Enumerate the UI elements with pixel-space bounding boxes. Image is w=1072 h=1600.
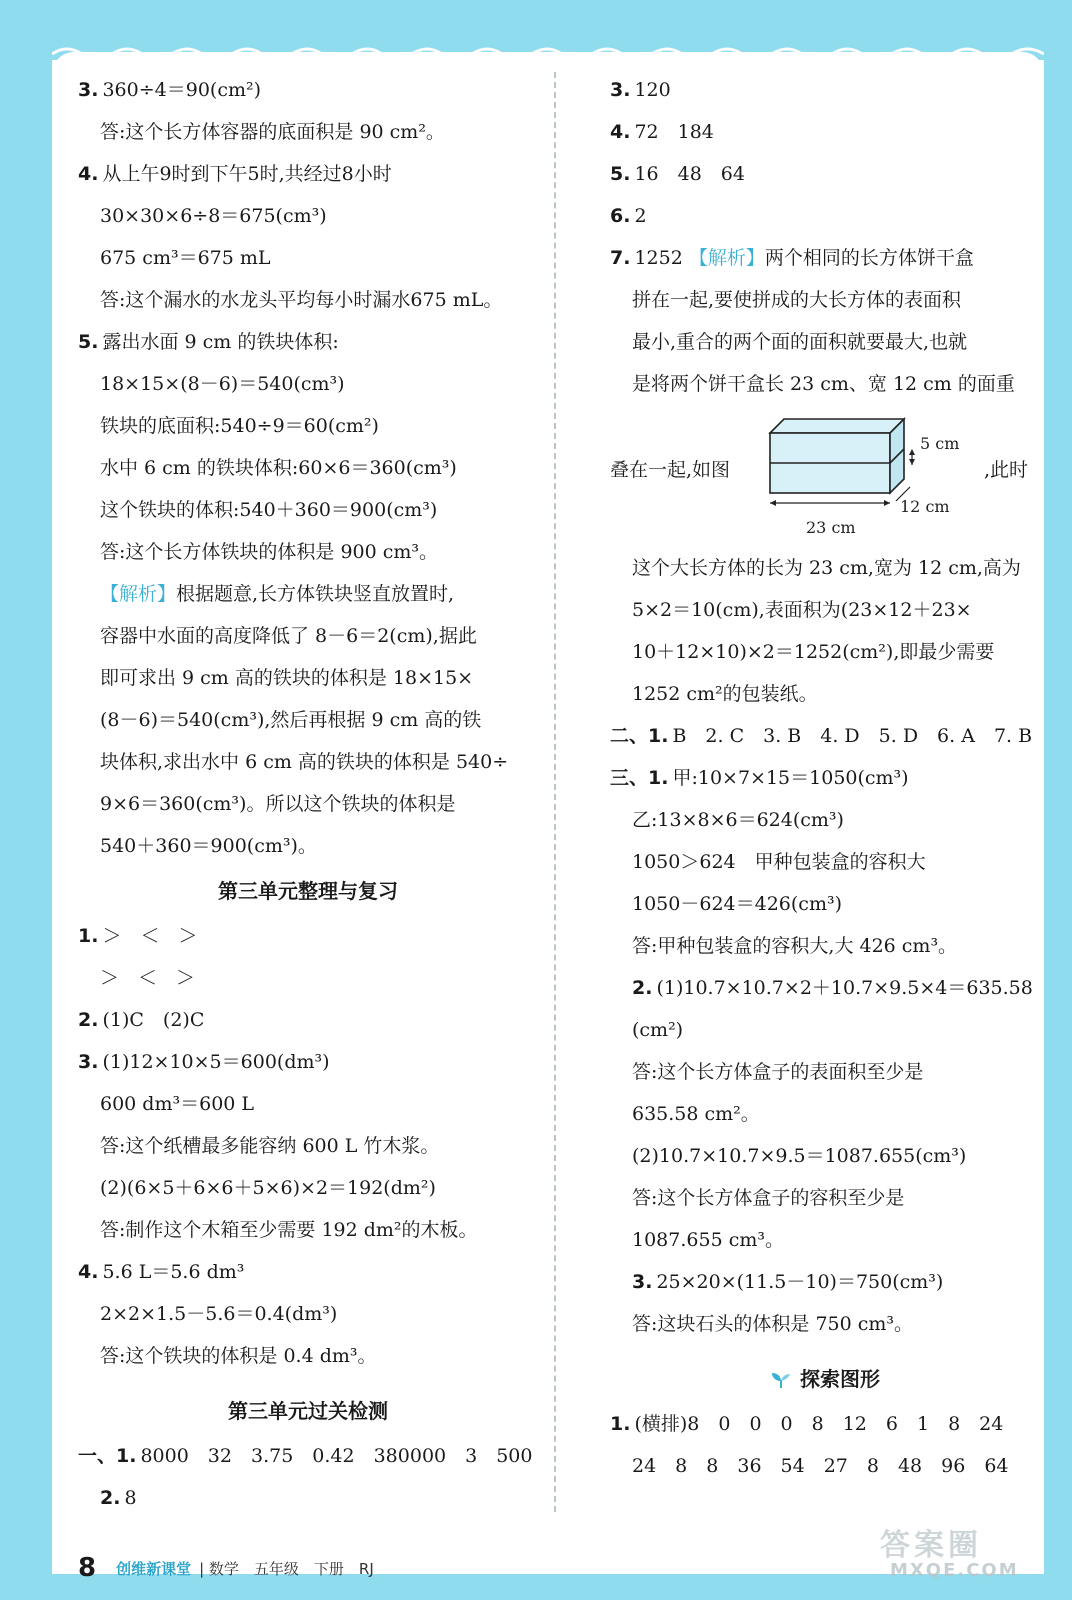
- height-label: 5 cm: [920, 434, 960, 453]
- answer-line: [78, 405, 538, 447]
- question-number: 二、1.: [610, 725, 669, 747]
- question-number: 2.: [100, 1487, 121, 1509]
- answer-line: [78, 783, 538, 825]
- answer-line: [610, 925, 1040, 967]
- question-number: 6.: [610, 205, 631, 227]
- answer-line: [78, 615, 538, 657]
- test-answers: [78, 1435, 538, 1519]
- explore-answers: [610, 1403, 1040, 1487]
- question-number: 一、1.: [78, 1445, 137, 1467]
- answer-text: 答:制作这个木箱至少需要 192 dm²的木板。: [100, 1219, 478, 1241]
- answer-line: [78, 915, 538, 957]
- answer-line: [78, 573, 538, 615]
- answer-line: [78, 1083, 538, 1125]
- answer-text: 答:这个长方体盒子的容积至少是: [632, 1187, 905, 1209]
- answer-text: 1050＞624 甲种包装盒的容积大: [632, 851, 926, 873]
- frame-left: [0, 0, 52, 1600]
- watermark: [880, 1520, 1050, 1594]
- answer-text: 水中 6 cm 的铁块体积:60×6＝360(cm³): [100, 457, 457, 479]
- answer-line: [610, 237, 1040, 279]
- answer-line: [610, 1261, 1040, 1303]
- answer-text: 两个相同的长方体饼干盒: [764, 247, 974, 269]
- answer-line: [610, 589, 1040, 631]
- answer-text: B 2. C 3. B 4. D 5. D 6. A 7. B: [672, 725, 1033, 747]
- answer-text: 根据题意,长方体铁块竖直放置时,: [176, 583, 455, 605]
- question-number: 3.: [632, 1271, 653, 1293]
- answer-text: 1050－624＝426(cm³): [632, 893, 842, 915]
- answer-text: 答:甲种包装盒的容积大,大 426 cm³。: [632, 935, 958, 957]
- answer-text: (2)10.7×10.7×9.5＝1087.655(cm³): [632, 1145, 967, 1167]
- section-title-explore: 探索图形: [610, 1355, 1040, 1403]
- answer-text: 10＋12×10)×2＝1252(cm²),即最少需要: [632, 641, 995, 663]
- answer-line: [610, 547, 1040, 589]
- answer-line: [610, 799, 1040, 841]
- answer-line: [610, 1219, 1040, 1261]
- answer-line: [610, 279, 1040, 321]
- answer-text: (2)(6×5＋6×6＋5×6)×2＝192(dm²): [100, 1177, 436, 1199]
- answer-text: (1)10.7×10.7×2＋10.7×9.5×4＝635.58: [656, 977, 1033, 999]
- answer-text: 拼在一起,要使拼成的大长方体的表面积: [632, 289, 962, 311]
- answer-text: 1252 cm²的包装纸。: [632, 683, 818, 705]
- answer-line: [78, 999, 538, 1041]
- answer-text: 答:这个长方体容器的底面积是 90 cm²。: [100, 121, 445, 143]
- answer-text: 甲:10×7×15＝1050(cm³): [672, 767, 909, 789]
- question-number: 7.: [610, 247, 631, 269]
- answer-text: 9×6＝360(cm³)。所以这个铁块的体积是: [100, 793, 456, 815]
- answer-text: 24 8 8 36 54 27 8 48 96 64: [632, 1455, 1009, 1477]
- stacked-boxes-diagram: [760, 405, 990, 547]
- answer-line: [610, 967, 1040, 1009]
- answer-line: [610, 841, 1040, 883]
- answer-line: [78, 111, 538, 153]
- right-answers-top: [610, 69, 1040, 405]
- answer-text: 答:这个长方体盒子的表面积至少是: [632, 1061, 924, 1083]
- analysis-tag: 【解析】: [100, 583, 177, 605]
- answer-text: 最小,重合的两个面的面积就要最大,也就: [632, 331, 968, 353]
- answer-line: [610, 1445, 1040, 1487]
- answer-text: 30×30×6÷8＝675(cm³): [100, 205, 327, 227]
- answer-text: (1)12×10×5＝600(dm³): [102, 1051, 330, 1073]
- answer-text: 25×20×(11.5－10)＝750(cm³): [656, 1271, 944, 1293]
- question-number: 5.: [78, 331, 99, 353]
- series-info: | 数学 五年级 下册 RJ: [199, 1559, 374, 1578]
- question-number: 4.: [610, 121, 631, 143]
- answer-line: [78, 69, 538, 111]
- answer-line: [610, 1403, 1040, 1445]
- answer-text: (横排)8 0 0 0 8 12 6 1 8 24: [634, 1413, 1004, 1435]
- answer-line: [78, 699, 538, 741]
- answer-text: (cm²): [632, 1019, 684, 1041]
- column-divider: [554, 72, 556, 1512]
- answer-line: [610, 153, 1040, 195]
- answer-line: [610, 195, 1040, 237]
- question-number: 1.: [78, 925, 99, 947]
- answer-line: [610, 363, 1040, 405]
- answer-line: [78, 279, 538, 321]
- answer-text: 答:这个铁块的体积是 0.4 dm³。: [100, 1345, 377, 1367]
- question-number: 1.: [610, 1413, 631, 1435]
- answer-text: 答:这个漏水的水龙头平均每小时漏水675 mL。: [100, 289, 503, 311]
- answer-line: [610, 1051, 1040, 1093]
- answer-line: [610, 1135, 1040, 1177]
- answer-text: 答:这个长方体铁块的体积是 900 cm³。: [100, 541, 439, 563]
- answer-text: ＞ ＜ ＞: [100, 967, 196, 989]
- question-number: 三、1.: [610, 767, 669, 789]
- answer-text: ＞ ＜ ＞: [102, 925, 198, 947]
- answer-line: [78, 489, 538, 531]
- answer-text: 露出水面 9 cm 的铁块体积:: [102, 331, 339, 353]
- answer-text: 答:这块石头的体积是 750 cm³。: [632, 1313, 914, 1335]
- answer-line: [78, 741, 538, 783]
- answer-line: [78, 1167, 538, 1209]
- figure-row: [610, 405, 1040, 547]
- question-number: 2.: [632, 977, 653, 999]
- answer-line: [78, 153, 538, 195]
- answer-text: 即可求出 9 cm 高的铁块的体积是 18×15×: [100, 667, 474, 689]
- width-label: 12 cm: [900, 497, 950, 516]
- brand-name: 创维新课堂: [116, 1559, 192, 1578]
- answer-line: [78, 1251, 538, 1293]
- analysis-tag: 【解析】: [688, 247, 765, 269]
- answer-text: 540＋360＝900(cm³)。: [100, 835, 317, 857]
- answer-text: 是将两个饼干盒长 23 cm、宽 12 cm 的面重: [632, 373, 1015, 395]
- answer-text: 8000 32 3.75 0.42 380000 3 500: [140, 1445, 533, 1467]
- answer-line: [78, 657, 538, 699]
- answer-line: [78, 321, 538, 363]
- sprout-icon: [770, 1372, 792, 1388]
- answer-text: 72 184: [634, 121, 714, 143]
- answer-text: 8: [124, 1487, 137, 1509]
- question-number: 4.: [78, 1261, 99, 1283]
- figure-text-right: ,此时: [983, 459, 1028, 481]
- review-answers: [78, 915, 538, 1377]
- question-number: 3.: [78, 1051, 99, 1073]
- answer-text: 360÷4＝90(cm²): [102, 79, 262, 101]
- answer-line: [610, 321, 1040, 363]
- answer-line: [610, 69, 1040, 111]
- answer-line: [78, 531, 538, 573]
- answer-line: [78, 237, 538, 279]
- answer-text: 5×2＝10(cm),表面积为(23×12＋23×: [632, 599, 972, 621]
- answer-text: (8－6)＝540(cm³),然后再根据 9 cm 高的铁: [100, 709, 482, 731]
- answer-text: 2: [634, 205, 647, 227]
- answer-text: 16 48 64: [634, 163, 745, 185]
- answer-line: [78, 1125, 538, 1167]
- answer-line: [78, 1209, 538, 1251]
- section-title-test: 第三单元过关检测: [228, 1399, 388, 1423]
- answer-line: [610, 1009, 1040, 1051]
- answer-text: 答:这个纸槽最多能容纳 600 L 竹木浆。: [100, 1135, 440, 1157]
- question-number: 2.: [78, 1009, 99, 1031]
- answer-line: [610, 673, 1040, 715]
- question-number: 4.: [78, 163, 99, 185]
- answer-text: 铁块的底面积:540÷9＝60(cm²): [100, 415, 379, 437]
- answer-text: 5.6 L＝5.6 dm³: [102, 1261, 245, 1283]
- answer-text: 18×15×(8－6)＝540(cm³): [100, 373, 345, 395]
- answer-line: [610, 1093, 1040, 1135]
- answer-text: 675 cm³＝675 mL: [100, 247, 271, 269]
- question-number: 3.: [78, 79, 99, 101]
- answer-text: 这个大长方体的长为 23 cm,宽为 12 cm,高为: [632, 557, 1021, 579]
- answer-line: [610, 111, 1040, 153]
- answer-text: 从上午9时到下午5时,共经过8小时: [102, 163, 392, 185]
- answer-line: [78, 195, 538, 237]
- answer-line: [78, 825, 538, 867]
- answer-text: 600 dm³＝600 L: [100, 1093, 255, 1115]
- answer-text: 120: [634, 79, 671, 101]
- right-column: [610, 69, 1040, 1487]
- frame-right: [1044, 0, 1072, 1600]
- answer-text: 容器中水面的高度降低了 8－6＝2(cm),据此: [100, 625, 477, 647]
- watermark-text: 答案圈: [880, 1528, 982, 1563]
- answer-line: [78, 1041, 538, 1083]
- watermark-url: MXQE.COM: [890, 1560, 1019, 1581]
- answer-line: [78, 1477, 538, 1519]
- answer-line: [610, 631, 1040, 673]
- wave-border: [52, 40, 1044, 62]
- answer-line: [78, 363, 538, 405]
- right-answers-middle: [610, 547, 1040, 1345]
- footer: [78, 1550, 374, 1586]
- answer-line: [78, 957, 538, 999]
- answer-line: [610, 1177, 1040, 1219]
- question-number: 3.: [610, 79, 631, 101]
- answer-text: 乙:13×8×6＝624(cm³): [632, 809, 844, 831]
- question-number: 5.: [610, 163, 631, 185]
- answer-line: [78, 1435, 538, 1477]
- answer-text: 1252: [634, 247, 689, 269]
- page-number: 8: [78, 1553, 97, 1583]
- length-label: 23 cm: [806, 518, 856, 537]
- answer-text: (1)C (2)C: [102, 1009, 205, 1031]
- answer-text: 这个铁块的体积:540＋360＝900(cm³): [100, 499, 438, 521]
- answer-line: [610, 715, 1040, 757]
- answer-text: 块体积,求出水中 6 cm 高的铁块的体积是 540÷: [100, 751, 509, 773]
- answer-text: 635.58 cm²。: [632, 1103, 760, 1125]
- left-column: [78, 69, 538, 1519]
- answer-line: [78, 1293, 538, 1335]
- answer-line: [610, 757, 1040, 799]
- answer-line: [610, 883, 1040, 925]
- figure-text-left: 叠在一起,如图: [610, 459, 731, 481]
- answer-line: [610, 1303, 1040, 1345]
- answer-line: [78, 447, 538, 489]
- answer-text: 2×2×1.5－5.6＝0.4(dm³): [100, 1303, 338, 1325]
- section-title-review: 第三单元整理与复习: [218, 879, 398, 903]
- left-answers: [78, 69, 538, 867]
- answer-text: 1087.655 cm³。: [632, 1229, 784, 1251]
- answer-line: [78, 1335, 538, 1377]
